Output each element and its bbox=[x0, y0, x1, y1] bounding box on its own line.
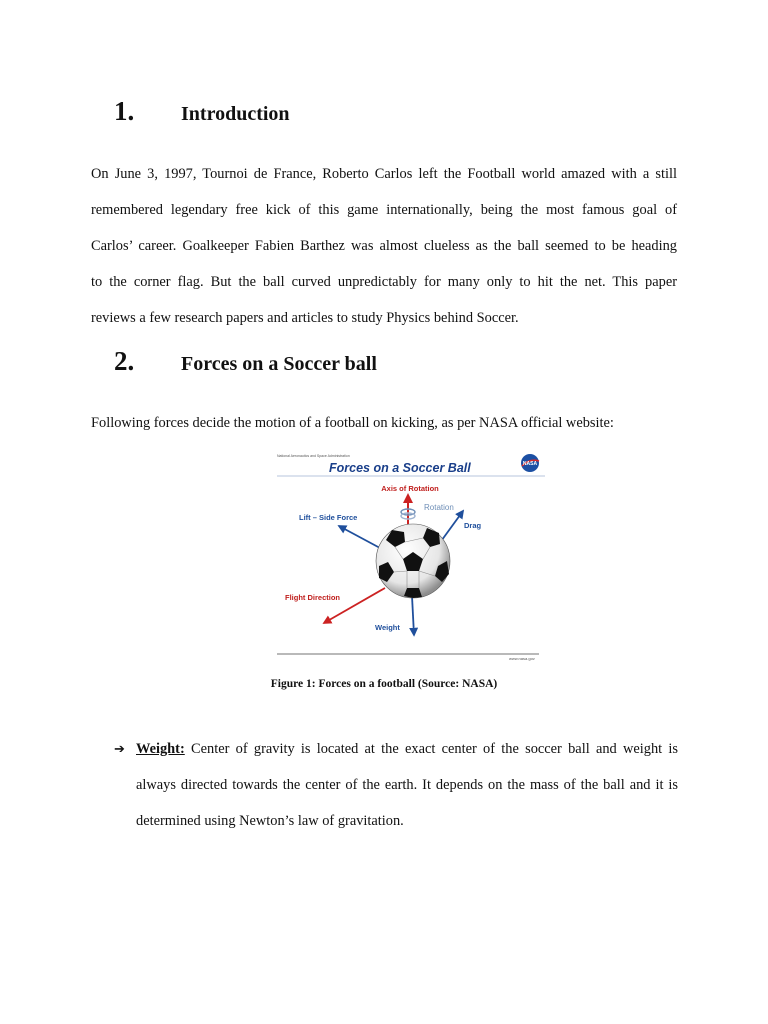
weight-label: Weight bbox=[375, 623, 400, 632]
rotation-label: Rotation bbox=[424, 503, 454, 512]
section-title: Forces on a Soccer ball bbox=[181, 353, 377, 375]
soccer-ball-icon bbox=[376, 524, 450, 598]
flight-direction-label: Flight Direction bbox=[285, 593, 340, 602]
forces-figure bbox=[267, 448, 547, 664]
paragraph-line: reviews a few research papers and articles to study Physics behind Soccer. bbox=[91, 310, 519, 326]
bullet-body: Center of gravity is located at the exact center of the soccer ball and weight is bbox=[184, 741, 678, 757]
section-1-heading bbox=[114, 96, 290, 127]
drag-label: Drag bbox=[464, 521, 482, 530]
figure-caption: Figure 1: Forces on a football (Source: NASA) bbox=[270, 678, 498, 690]
bullet-term: Weight: bbox=[136, 741, 185, 757]
paragraph-line: Carlos’ career. Goalkeeper Fabien Barthez was almost clueless as the ball seemed to be heading bbox=[91, 238, 677, 254]
bullet-text bbox=[136, 731, 678, 839]
section-number: 2. bbox=[114, 346, 135, 376]
svg-text:NASA: NASA bbox=[522, 461, 538, 467]
paragraph-line bbox=[136, 731, 678, 767]
section-number: 1. bbox=[114, 96, 135, 126]
paragraph-line: always directed towards the center of the earth. It depends on the mass of the ball and it is bbox=[136, 777, 678, 793]
intro-paragraph bbox=[91, 156, 677, 336]
figure-footer: www.nasa.gov bbox=[509, 656, 535, 661]
paragraph-line: determined using Newton’s law of gravitation. bbox=[136, 813, 404, 829]
list-item bbox=[114, 731, 678, 839]
figure-title: Forces on a Soccer Ball bbox=[329, 461, 471, 475]
paragraph-line: remembered legendary free kick of this game internationally, being the most famous goal of bbox=[91, 202, 677, 218]
arrow-right-icon: ➔ bbox=[114, 741, 125, 756]
section-2-heading bbox=[114, 346, 377, 377]
paragraph-line: Following forces decide the motion of a football on kicking, as per NASA official website: bbox=[91, 415, 614, 431]
nasa-agency-label: National Aeronautics and Space Administration bbox=[277, 454, 350, 458]
lift-side-force-label: Lift – Side Force bbox=[299, 513, 358, 522]
section-title: Introduction bbox=[181, 103, 290, 125]
paragraph-line: On June 3, 1997, Tournoi de France, Roberto Carlos left the Football world amazed with a still bbox=[91, 166, 677, 182]
paragraph-line: to the corner flag. But the ball curved unpredictably for many only to hit the net. This paper bbox=[91, 274, 677, 290]
nasa-logo-icon bbox=[521, 454, 539, 472]
forces-intro-paragraph bbox=[91, 405, 677, 441]
axis-of-rotation-label: Axis of Rotation bbox=[381, 484, 439, 493]
